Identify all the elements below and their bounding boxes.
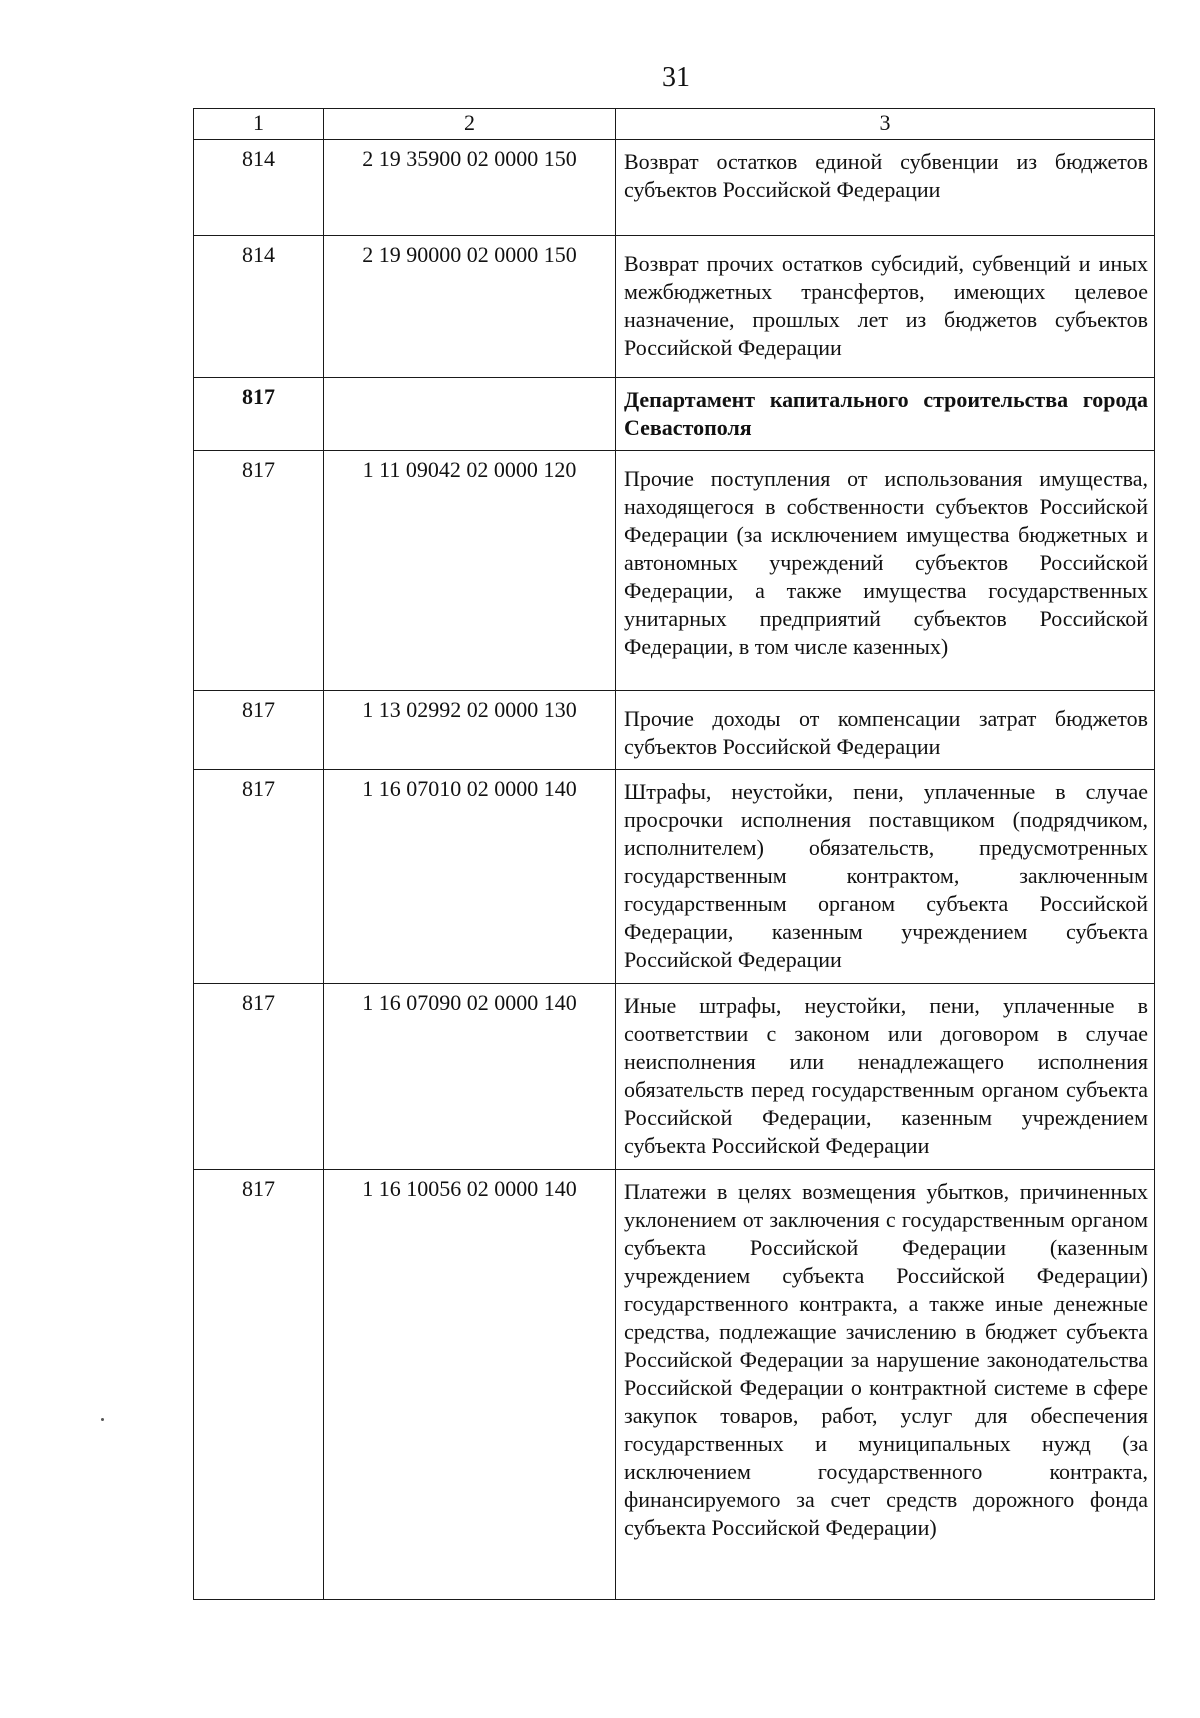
admin-code-cell: 817 bbox=[194, 984, 324, 1170]
budget-code-cell bbox=[324, 378, 616, 451]
budget-code-cell: 1 13 02992 02 0000 130 bbox=[324, 691, 616, 770]
admin-code-cell: 814 bbox=[194, 236, 324, 378]
admin-code-cell: 814 bbox=[194, 140, 324, 236]
column-header-2: 2 bbox=[324, 109, 616, 140]
department-row bbox=[194, 378, 1155, 451]
budget-codes-table bbox=[193, 108, 1155, 1600]
budget-code-cell: 1 16 07010 02 0000 140 bbox=[324, 770, 616, 984]
description-cell: Штрафы, неустойки, пени, уплаченные в случае просрочки исполнения поставщиком (подрядчиком, исполнителем) обязательств, предусмотренных государственным контрактом, заключенным государственным органом субъекта Российской Федерации, казенным учреждением субъекта Российской Федерации bbox=[616, 770, 1155, 984]
admin-code-cell: 817 bbox=[194, 691, 324, 770]
table-row bbox=[194, 984, 1155, 1170]
description-cell: Прочие поступления от использования имущества, находящегося в собственности субъектов Российской Федерации (за исключением имущества бюджетных и автономных учреждений субъектов Российской Федерации, а также имущества государственных унитарных предприятий субъектов Российской Федерации, в том числе казенных) bbox=[616, 451, 1155, 691]
description-cell: Возврат остатков единой субвенции из бюджетов субъектов Российской Федерации bbox=[616, 140, 1155, 236]
description-cell: Иные штрафы, неустойки, пени, уплаченные в соответствии с законом или договором в случае неисполнения или ненадлежащего исполнения обязательств перед государственным органом субъекта Российской Федерации, казенным учреждением субъекта Российской Федерации bbox=[616, 984, 1155, 1170]
budget-code-cell: 1 16 10056 02 0000 140 bbox=[324, 1170, 616, 1600]
table-row bbox=[194, 770, 1155, 984]
column-header-1: 1 bbox=[194, 109, 324, 140]
admin-code-cell: 817 bbox=[194, 1170, 324, 1600]
table-row bbox=[194, 451, 1155, 691]
column-header-3: 3 bbox=[616, 109, 1155, 140]
admin-code-cell: 817 bbox=[194, 378, 324, 451]
table-row bbox=[194, 236, 1155, 378]
budget-code-cell: 1 16 07090 02 0000 140 bbox=[324, 984, 616, 1170]
table-row bbox=[194, 140, 1155, 236]
description-cell: Возврат прочих остатков субсидий, субвенций и иных межбюджетных трансфертов, имеющих целевое назначение, прошлых лет из бюджетов субъектов Российской Федерации bbox=[616, 236, 1155, 378]
scan-speck bbox=[101, 1418, 104, 1421]
description-cell: Прочие доходы от компенсации затрат бюджетов субъектов Российской Федерации bbox=[616, 691, 1155, 770]
table-row bbox=[194, 691, 1155, 770]
page-number: 31 bbox=[662, 62, 690, 93]
admin-code-cell: 817 bbox=[194, 770, 324, 984]
admin-code-cell: 817 bbox=[194, 451, 324, 691]
budget-code-cell: 2 19 90000 02 0000 150 bbox=[324, 236, 616, 378]
budget-code-cell: 2 19 35900 02 0000 150 bbox=[324, 140, 616, 236]
budget-code-cell: 1 11 09042 02 0000 120 bbox=[324, 451, 616, 691]
table-row bbox=[194, 1170, 1155, 1600]
description-cell: Платежи в целях возмещения убытков, причиненных уклонением от заключения с государственным органом субъекта Российской Федерации (казенным учреждением субъекта Российской Федерации) государственного контракта, а также иные денежные средства, подлежащие зачислению в бюджет субъекта Российской Федерации за нарушение законодательства Российской Федерации о контрактной системе в сфере закупок товаров, работ, услуг для обеспечения государственных и муниципальных нужд (за исключением государственного контракта, финансируемого за счет средств дорожного фонда субъекта Российской Федерации) bbox=[616, 1170, 1155, 1600]
table-header-row bbox=[194, 109, 1155, 140]
department-name-cell: Департамент капитального строительства города Севастополя bbox=[616, 378, 1155, 451]
